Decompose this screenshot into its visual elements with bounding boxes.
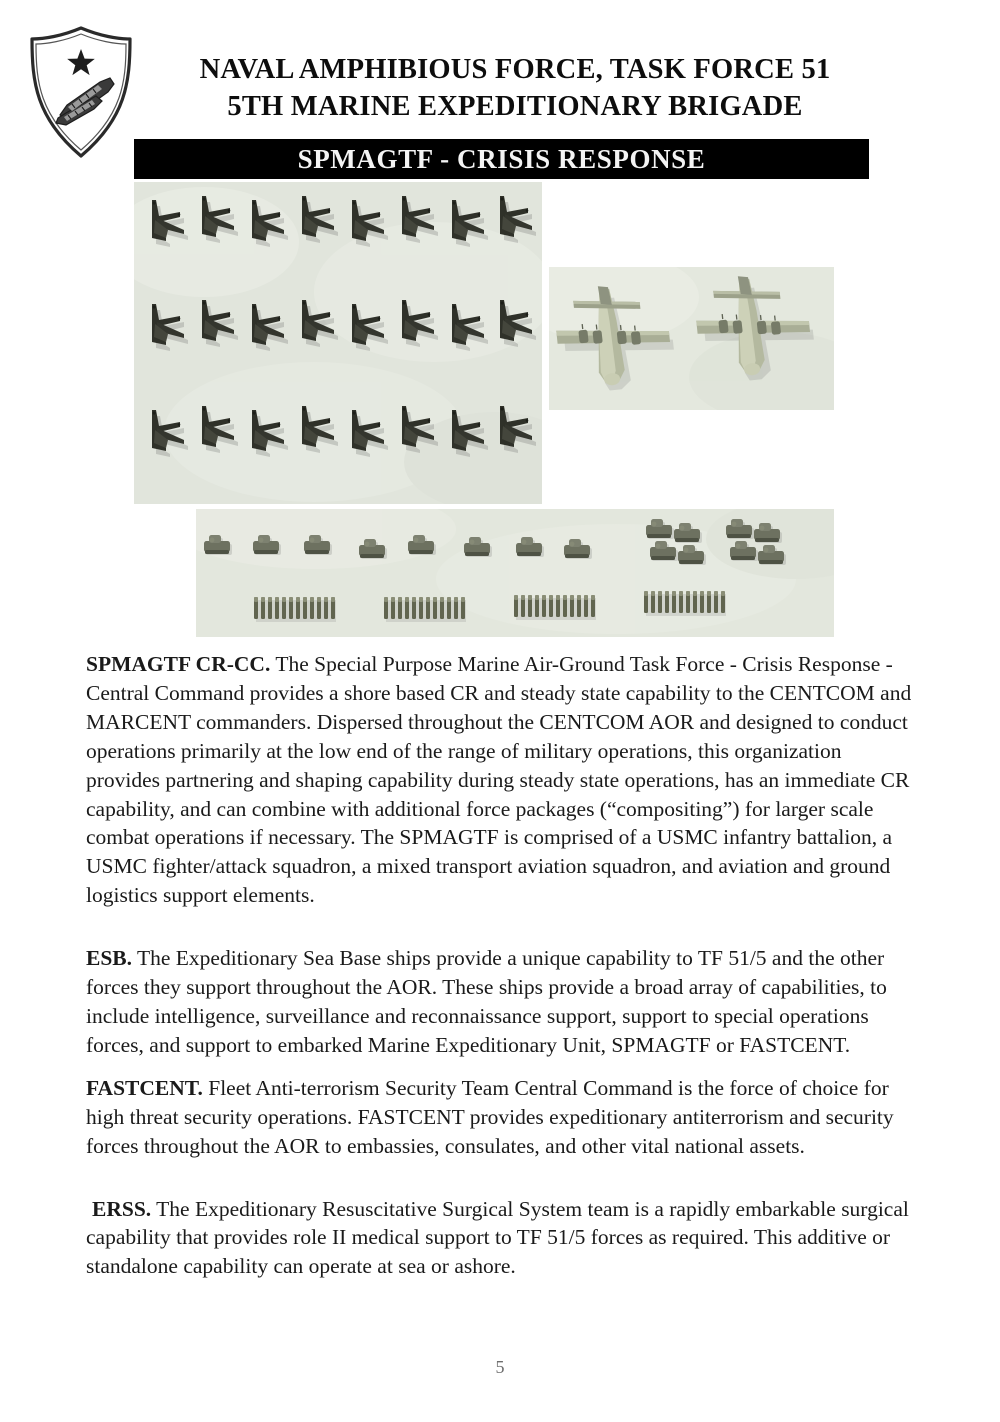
paragraph-esb-body: The Expeditionary Sea Base ships provide a unique capability to TF 51/5 and the other forces they support throughout the AOR. These ships provide a broad array of capabilities, to include intelligence, surveillance and reconnaissance support, support to special operations forces, and support to embarked Marine Expeditionary Unit, SPMAGTF or FASTCENT.	[86, 946, 887, 1057]
page-number: 5	[495, 1357, 505, 1377]
paragraph-spmagtf-lead: SPMAGTF CR-CC.	[86, 652, 271, 676]
title-line-2: 5TH MARINE EXPEDITIONARY BRIGADE	[227, 90, 803, 122]
section-banner-label: SPMAGTF - CRISIS RESPONSE	[297, 143, 706, 174]
paragraph-spmagtf-body: The Special Purpose Marine Air-Ground Task Force - Crisis Response - Central Command provides a shore based CR and steady state capability to the CENTCOM and MARCENT commanders. Dispersed throughout the CENTCOM AOR and designed to conduct operations primarily at the low end of the range of military operations, this organization provides partnering and shaping capability during steady state operations, has an immediate CR capability, and can combine with additional force packages (“compositing”) for larger scale combat operations if necessary. The SPMAGTF is comprised of a USMC infantry battalion, a USMC fighter/attack squadron, a mixed transport aviation squadron, and aviation and ground logistics support elements.	[86, 652, 912, 908]
fighter-jet-array-photo	[134, 182, 542, 504]
title-line-1: NAVAL AMPHIBIOUS FORCE, TASK FORCE 51	[199, 54, 831, 85]
document-body	[86, 650, 914, 1281]
ground-forces-photo	[196, 509, 834, 637]
section-banner	[134, 139, 869, 179]
page-title	[150, 52, 880, 126]
shield-emblem-icon	[22, 22, 140, 162]
paragraph-fastcent-body: Fleet Anti-terrorism Security Team Central Command is the force of choice for high threat security operations. FASTCENT provides expeditionary antiterrorism and security forces throughout the AOR to embassies, consulates, and other vital national assets.	[86, 1075, 894, 1158]
paragraph-fastcent	[86, 1074, 914, 1161]
page-header	[0, 0, 1000, 180]
paragraph-erss	[86, 1195, 914, 1282]
paragraph-erss-lead: ERSS.	[92, 1196, 152, 1221]
paragraph-spmagtf	[86, 650, 914, 910]
paragraph-erss-body: The Expeditionary Resuscitative Surgical System team is a rapidly embarkable surgical capability that provides role II medical support to TF 51/5 forces as required. This additive or standalone capability can operate at sea or ashore.	[86, 1196, 909, 1279]
transport-aircraft-photo	[549, 267, 834, 410]
paragraph-fastcent-lead: FASTCENT.	[86, 1075, 203, 1100]
paragraph-esb	[86, 944, 914, 1060]
figure-collage	[0, 179, 1000, 639]
paragraph-esb-lead: ESB.	[86, 946, 133, 971]
